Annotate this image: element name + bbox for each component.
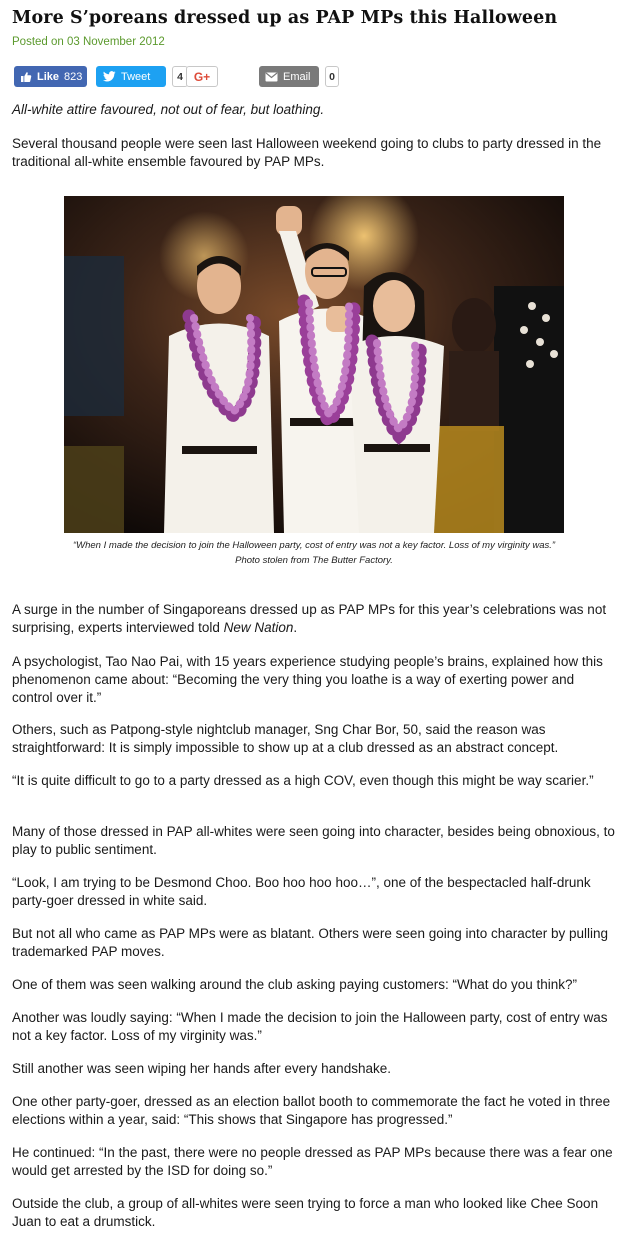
paragraph: Several thousand people were seen last Halloween weekend going to clubs to party dressed in the traditional all-white ensemble favoured by PAP MPs. — [12, 136, 602, 169]
paragraph: He continued: “In the past, there were no people dressed as PAP MPs because there was a fear one would get arrested by the ISD for doing so.” — [12, 1145, 613, 1178]
article-title: More S’poreans dressed up as PAP MPs this Halloween — [12, 8, 558, 28]
paragraph: Another was loudly saying: “When I made the decision to join the Halloween party, cost of entry was not a key factor. Loss of my virginity was.” — [12, 1010, 608, 1043]
posted-date: Posted on 03 November 2012 — [12, 36, 165, 48]
thumbs-up-icon — [20, 71, 32, 83]
envelope-icon — [265, 72, 278, 82]
like-label: Like — [37, 70, 60, 83]
paragraph: Still another was seen wiping her hands after every handshake. — [12, 1061, 391, 1076]
paragraph: “Look, I am trying to be Desmond Choo. Boo hoo hoo hoo…”, one of the bespectacled half-drunk party-goer dressed in white said. — [12, 875, 591, 908]
paragraph: Many of those dressed in PAP all-whites were seen going into character, besides being obnoxious, to play to public sentiment. — [12, 824, 615, 857]
like-count: 823 — [64, 70, 83, 83]
tweet-count: 4 — [172, 66, 188, 87]
publication-name: New Nation — [223, 620, 294, 635]
email-label: Email — [283, 70, 311, 83]
article-photo — [64, 196, 564, 533]
paragraph: But not all who came as PAP MPs were as blatant. Others were seen going into character by pulling trademarked PAP moves. — [12, 926, 609, 959]
party-photo-illustration — [64, 196, 564, 533]
facebook-like-button[interactable] — [14, 66, 87, 87]
paragraph-end: . — [293, 620, 298, 635]
paragraph: Outside the club, a group of all-whites were seen trying to force a man who looked like Chee Soon Juan to eat a drumstick. — [12, 1196, 599, 1229]
paragraph: Others, such as Patpong-style nightclub manager, Sng Char Bor, 50, said the reason was straightforward: It is simply impossible to show up at a club dressed as an abstract concept. — [12, 722, 559, 755]
photo-caption: “When I made the decision to join the Halloween party, cost of entry was not a key factor. Loss of my virginity was.” Photo stolen from The Butter Factory. — [72, 540, 556, 566]
twitter-bird-icon — [103, 71, 116, 82]
tweet-label: Tweet — [121, 70, 151, 83]
paragraph: One of them was seen walking around the club asking paying customers: “What do you think?” — [12, 977, 578, 992]
share-bar — [14, 66, 614, 88]
paragraph — [12, 601, 617, 637]
email-button[interactable] — [259, 66, 319, 87]
paragraph-text: A surge in the number of Singaporeans dressed up as PAP MPs for this year’s celebrations was not surprising, experts interviewed told — [12, 602, 607, 635]
paragraph: “It is quite difficult to go to a party dressed as a high COV, even though this might be way scarier.” — [12, 773, 594, 788]
paragraph: One other party-goer, dressed as an election ballot booth to commemorate the fact he voted in three elections within a year, said: “This shows that Singapore has progressed.” — [12, 1094, 611, 1127]
google-plus-button[interactable]: G+ — [186, 66, 218, 87]
article-lede: All-white attire favoured, not out of fear, but loathing. — [12, 102, 325, 117]
email-count: 0 — [325, 66, 339, 87]
paragraph: A psychologist, Tao Nao Pai, with 15 years experience studying people’s brains, explained how this phenomenon came about: “Becoming the very thing you loathe is a way of exerting power and control over it.” — [12, 654, 603, 705]
tweet-button[interactable] — [96, 66, 166, 87]
